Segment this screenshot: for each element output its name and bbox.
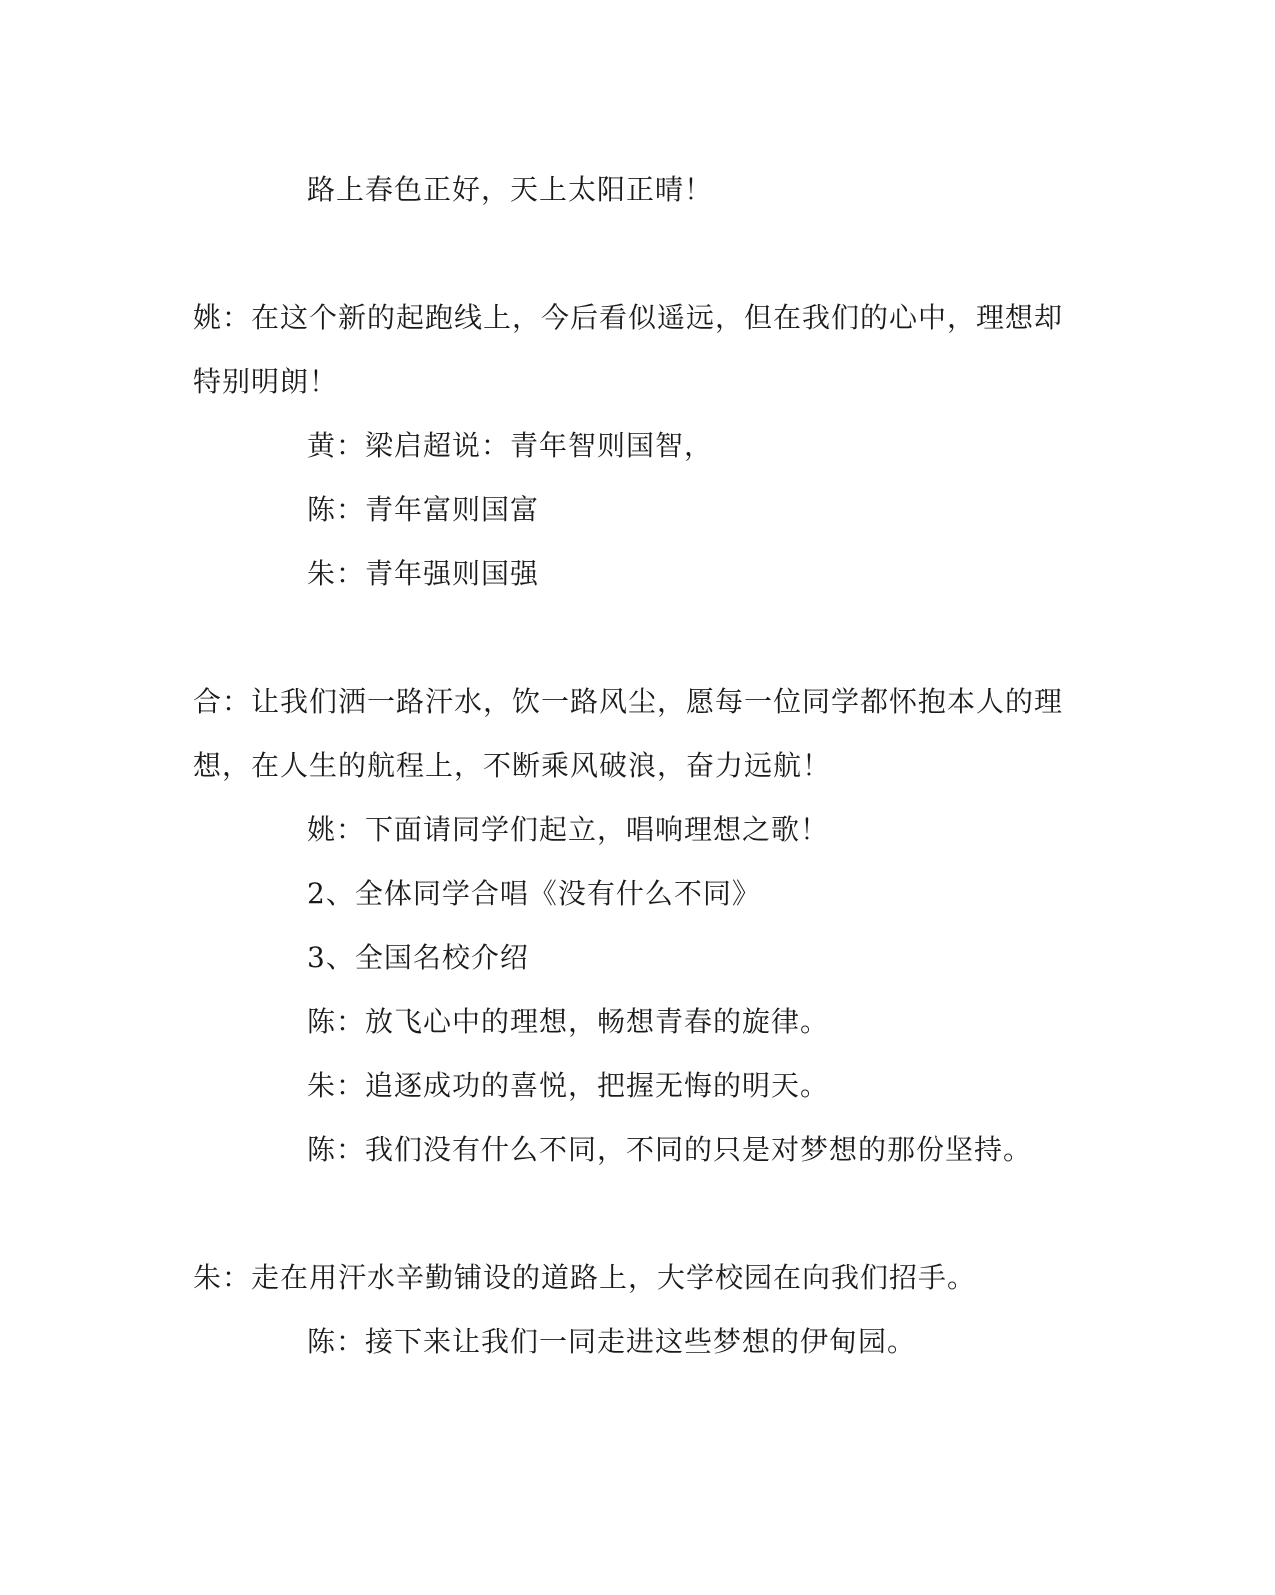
text-line: 朱：青年强则国强 — [307, 557, 540, 590]
text-line: 合：让我们洒一路汗水，饮一路风尘，愿每一位同学都怀抱本人的理 — [193, 685, 1064, 718]
text-line: 陈：青年富则国富 — [307, 493, 540, 526]
text-line: 路上春色正好，天上太阳正晴！ — [307, 173, 714, 206]
text-line: 3、全国名校介绍 — [307, 941, 529, 974]
text-line: 黄：梁启超说：青年智则国智， — [307, 429, 714, 462]
text-line: 想，在人生的航程上，不断乘风破浪，奋力远航！ — [193, 749, 832, 782]
text-line: 朱：追逐成功的喜悦，把握无悔的明天。 — [307, 1069, 830, 1102]
text-line: 陈：放飞心中的理想，畅想青春的旋律。 — [307, 1005, 830, 1038]
text-line: 特别明朗！ — [193, 365, 339, 398]
text-line: 朱：走在用汗水辛勤铺设的道路上，大学校园在向我们招手。 — [193, 1261, 977, 1294]
text-line: 2、全体同学合唱《没有什么不同》 — [307, 877, 761, 910]
text-line: 姚：下面请同学们起立，唱响理想之歌！ — [307, 813, 830, 846]
text-line: 陈：接下来让我们一同走进这些梦想的伊甸园。 — [307, 1325, 917, 1358]
text-line: 陈：我们没有什么不同，不同的只是对梦想的那份坚持。 — [307, 1133, 1033, 1166]
text-line: 姚：在这个新的起跑线上，今后看似遥远，但在我们的心中，理想却 — [193, 301, 1064, 334]
